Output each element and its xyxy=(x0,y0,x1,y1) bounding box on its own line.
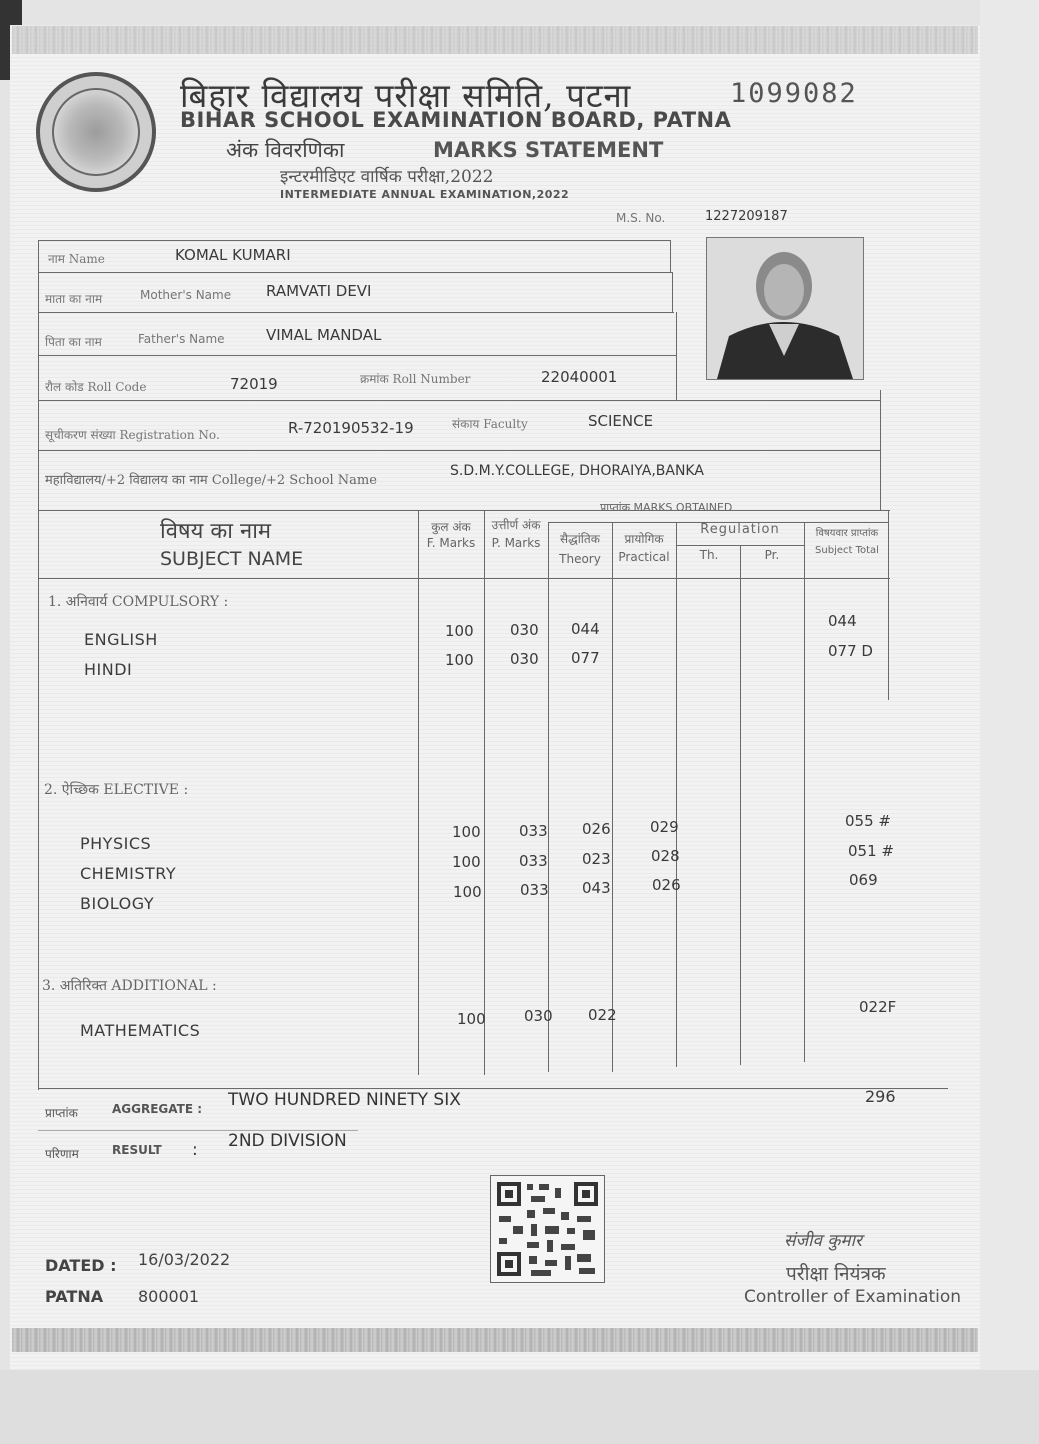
pm-mathematics: 030 xyxy=(524,1007,553,1025)
pmarks-head-hindi: उत्तीर्ण अंक xyxy=(491,518,541,532)
mother-name: RAMVATI DEVI xyxy=(266,282,372,300)
info-row-divider-3 xyxy=(38,355,676,356)
practical-physics: 029 xyxy=(650,818,679,836)
subject-hindi: HINDI xyxy=(84,660,133,679)
theory-biology: 043 xyxy=(582,879,611,897)
place-label: PATNA xyxy=(45,1287,104,1306)
section-additional: 3. अतिरिक्त ADDITIONAL : xyxy=(42,978,217,994)
total-hindi: 077 D xyxy=(828,642,873,660)
fmarks-head-english: F. Marks xyxy=(426,536,476,550)
regulation-pr-head: Pr. xyxy=(764,548,780,562)
theory-hindi: 077 xyxy=(571,649,600,667)
info-border-name-right xyxy=(670,240,671,272)
decorative-strip-top xyxy=(12,26,978,54)
subject-chemistry: CHEMISTRY xyxy=(80,864,177,883)
pmarks-head-english: P. Marks xyxy=(491,536,541,550)
regulation-divider xyxy=(676,545,804,546)
theory-head-hindi: सैद्धांतिक xyxy=(560,532,600,546)
fm-chemistry: 100 xyxy=(452,853,481,871)
serial-number: 1099082 xyxy=(730,78,858,109)
table-border-right xyxy=(888,510,889,700)
regulation-th-head: Th. xyxy=(699,548,719,562)
info-border-mother-right xyxy=(672,272,673,312)
info-row-divider-4 xyxy=(38,400,881,401)
col-line-subject-total xyxy=(804,522,805,1062)
statement-title-hindi: अंक विवरणिका xyxy=(226,138,345,162)
qr-code-icon xyxy=(491,1176,604,1282)
pm-hindi: 030 xyxy=(510,650,539,668)
aggregate-label-hindi: प्राप्तांक xyxy=(45,1106,78,1120)
pm-biology: 033 xyxy=(520,881,549,899)
subject-mathematics: MATHEMATICS xyxy=(80,1021,201,1040)
dated-value: 16/03/2022 xyxy=(138,1250,231,1269)
marks-obtained-head: प्राप्तांक MARKS OBTAINED xyxy=(600,501,733,514)
controller-signature: संजीव कुमार xyxy=(784,1231,862,1251)
student-photo xyxy=(706,237,864,380)
subject-physics: PHYSICS xyxy=(80,834,152,853)
practical-head-hindi: प्रायोगिक xyxy=(624,532,664,546)
fmarks-head-hindi: कुल अंक xyxy=(431,520,471,534)
statement-title-english: MARKS STATEMENT xyxy=(433,138,664,162)
subject-total-head-hindi: विषयवार प्राप्तांक xyxy=(815,528,879,539)
qr-code xyxy=(490,1175,605,1283)
pm-physics: 033 xyxy=(519,822,548,840)
subject-head-english: SUBJECT NAME xyxy=(160,548,304,570)
pm-english: 030 xyxy=(510,621,539,639)
section-elective: 2. ऐच्छिक ELECTIVE : xyxy=(44,782,189,798)
mother-label-hindi: माता का नाम xyxy=(45,292,103,306)
name-label: नाम Name xyxy=(48,252,105,266)
faculty-value: SCIENCE xyxy=(588,412,654,430)
exam-name-hindi: इन्टरमीडिएट वार्षिक परीक्षा,2022 xyxy=(280,167,494,187)
result-value: 2ND DIVISION xyxy=(228,1131,347,1151)
controller-title-english: Controller of Examination xyxy=(744,1287,962,1307)
exam-name-english: INTERMEDIATE ANNUAL EXAMINATION,2022 xyxy=(280,188,570,201)
fm-physics: 100 xyxy=(452,823,481,841)
info-border-top xyxy=(38,240,670,241)
decorative-strip-bottom xyxy=(12,1328,978,1352)
college-value: S.D.M.Y.COLLEGE, DHORAIYA,BANKA xyxy=(450,463,704,479)
total-chemistry: 051 # xyxy=(848,842,894,860)
roll-code-value: 72019 xyxy=(230,375,278,393)
student-photo-image xyxy=(707,238,863,379)
mother-label-english: Mother's Name xyxy=(140,288,232,302)
table-border-bottom xyxy=(38,1088,948,1089)
registration-value: R-720190532-19 xyxy=(288,419,414,437)
fm-biology: 100 xyxy=(453,883,482,901)
col-line-reg-pr xyxy=(740,545,741,1065)
dated-label: DATED : xyxy=(45,1256,117,1275)
father-label-english: Father's Name xyxy=(138,332,225,346)
board-name-hindi: बिहार विद्यालय परीक्षा समिति, पटना xyxy=(180,76,632,115)
fm-hindi: 100 xyxy=(445,651,474,669)
faculty-label: संकाय Faculty xyxy=(452,417,528,431)
info-row-divider-1 xyxy=(38,272,672,273)
aggregate-label-english: AGGREGATE : xyxy=(112,1102,202,1116)
total-mathematics: 022F xyxy=(859,998,897,1016)
aggregate-value: 296 xyxy=(865,1087,896,1106)
fm-english: 100 xyxy=(445,622,474,640)
registration-label: सूचीकरण संख्या Registration No. xyxy=(45,428,220,442)
ms-no-label: M.S. No. xyxy=(616,211,666,225)
theory-physics: 026 xyxy=(582,820,611,838)
pm-chemistry: 033 xyxy=(519,852,548,870)
col-line-practical xyxy=(612,522,613,1072)
roll-number-label: क्रमांक Roll Number xyxy=(360,372,471,386)
student-name: KOMAL KUMARI xyxy=(175,246,291,264)
total-english: 044 xyxy=(828,612,857,630)
college-label: महाविद्यालय/+2 विद्यालय का नाम College/+2 School Name xyxy=(45,473,377,488)
theory-chemistry: 023 xyxy=(582,850,611,868)
info-row-divider-5 xyxy=(38,450,881,451)
fm-mathematics: 100 xyxy=(457,1010,486,1028)
total-biology: 069 xyxy=(849,871,878,889)
board-seal-logo xyxy=(36,72,156,192)
info-row-divider-2 xyxy=(38,312,674,313)
info-border-left xyxy=(38,240,39,530)
father-name: VIMAL MANDAL xyxy=(266,326,382,344)
controller-title-hindi: परीक्षा नियंत्रक xyxy=(786,1263,886,1285)
table-border-top xyxy=(38,510,890,511)
total-physics: 055 # xyxy=(845,812,891,830)
practical-head-english: Practical xyxy=(618,550,670,564)
paper-edge-bottom xyxy=(0,1370,1039,1444)
section-compulsory: 1. अनिवार्य COMPULSORY : xyxy=(48,594,229,610)
subject-total-head-english: Subject Total xyxy=(815,545,879,556)
col-line-regulation xyxy=(676,522,677,1067)
roll-number-value: 22040001 xyxy=(541,368,618,386)
subject-english: ENGLISH xyxy=(84,630,158,649)
theory-mathematics: 022 xyxy=(588,1006,617,1024)
paper-edge-right xyxy=(980,0,1039,1444)
roll-code-label: रौल कोड Roll Code xyxy=(45,380,147,394)
result-colon: : xyxy=(192,1140,198,1160)
col-line-pmarks xyxy=(484,510,485,1075)
col-line-theory xyxy=(548,522,549,1072)
board-name-english: BIHAR SCHOOL EXAMINATION BOARD, PATNA xyxy=(180,108,732,132)
pin-code: 800001 xyxy=(138,1287,200,1306)
subject-biology: BIOLOGY xyxy=(80,894,155,913)
table-border-left xyxy=(38,510,39,1090)
practical-chemistry: 028 xyxy=(651,847,680,865)
theory-english: 044 xyxy=(571,620,600,638)
col-line-fmarks xyxy=(418,510,419,1075)
info-border-right xyxy=(676,312,677,400)
result-label-english: RESULT xyxy=(112,1143,162,1157)
aggregate-words: TWO HUNDRED NINETY SIX xyxy=(228,1090,461,1110)
practical-biology: 026 xyxy=(652,876,681,894)
table-header-bottom xyxy=(38,578,890,579)
subject-head-hindi: विषय का नाम xyxy=(160,519,272,544)
marks-statement-sheet xyxy=(10,25,980,1370)
father-label-hindi: पिता का नाम xyxy=(45,335,102,349)
regulation-head: Regulation xyxy=(700,522,780,537)
ms-no-value: 1227209187 xyxy=(705,209,788,224)
seal-emblem-icon xyxy=(52,88,140,176)
theory-head-english: Theory xyxy=(559,552,601,566)
result-label-hindi: परिणाम xyxy=(45,1147,79,1161)
